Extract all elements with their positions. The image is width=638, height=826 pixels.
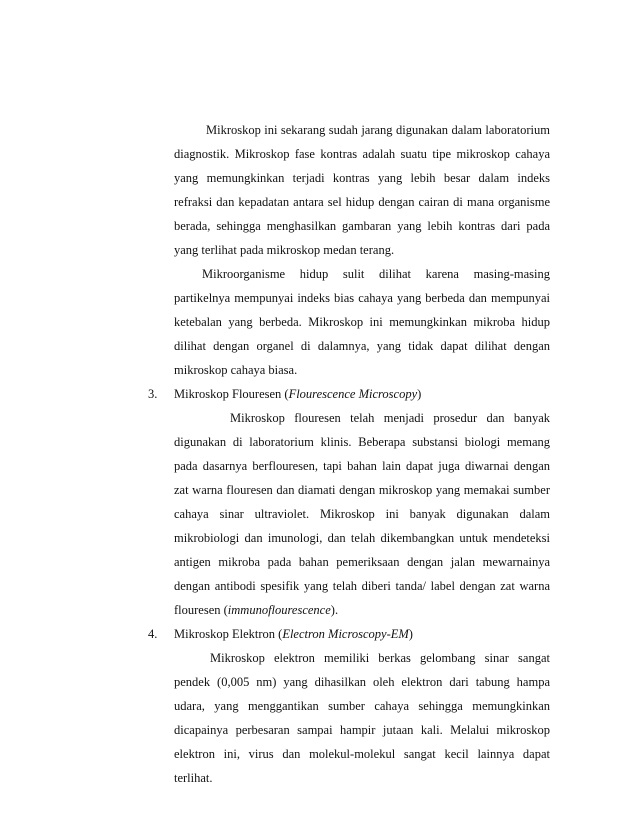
section-3-last-italic: immunoflourescence <box>227 603 331 617</box>
section-4-heading <box>148 626 413 642</box>
section-4-line-4: dicapainya perbesaran sampai hampir jutaan kali. Melalui mikroskop <box>174 723 550 737</box>
paragraph-2-line-3: ketebalan yang berbeda. Mikroskop ini memungkinkan mikroba hidup <box>174 315 550 329</box>
paragraph-1-line-2: diagnostik. Mikroskop fase kontras adalah suatu tipe mikroskop cahaya <box>174 147 550 161</box>
paragraph-1-line-3: yang memungkinkan terjadi kontras yang lebih besar dalam indeks <box>174 171 550 185</box>
paragraph-2-line-1: Mikroorganisme hidup sulit dilihat karena masing-masing <box>202 267 550 281</box>
paragraph-1-line-4: refraksi dan kepadatan antara sel hidup dengan cairan di mana organisme <box>174 195 550 209</box>
section-3-line-9 <box>174 602 550 618</box>
section-3-line-4: zat warna flouresen dan diamati dengan mikroskop yang memakai sumber <box>174 483 550 497</box>
section-3-line-3: pada dasarnya berflouresen, tapi bahan lain dapat juga diwarnai dengan <box>174 459 550 473</box>
section-4-line-5: elektron ini, virus dan molekul-molekul sangat kecil lainnya dapat <box>174 747 550 761</box>
paragraph-2-line-4: dilihat dengan organel di dalamnya, yang tidak dapat dilihat dengan <box>174 339 550 353</box>
section-3-line-1: Mikroskop flouresen telah menjadi prosedur dan banyak <box>230 411 550 425</box>
section-4-line-2: pendek (0,005 nm) yang dihasilkan oleh elektron dari tabung hampa <box>174 675 550 689</box>
section-4-line-1: Mikroskop elektron memiliki berkas gelombang sinar sangat <box>210 651 550 665</box>
paragraph-2-line-5: mikroskop cahaya biasa. <box>174 363 298 377</box>
paragraph-1-line-6: yang terlihat pada mikroskop medan terang. <box>174 243 395 257</box>
section-4-line-3: udara, yang menggantikan sumber cahaya sehingga memungkinkan <box>174 699 550 713</box>
section-3-last-start: flouresen ( <box>174 603 228 617</box>
section-4-title-italic: Electron Microscopy-EM <box>282 627 409 641</box>
section-4-title-end: ) <box>408 627 413 641</box>
paragraph-1-line-1: Mikroskop ini sekarang sudah jarang digunakan dalam laboratorium <box>206 123 550 137</box>
section-3-line-6: mikrobiologi dan imunologi, dan telah dikembangkan untuk mendeteksi <box>174 531 550 545</box>
section-4-number: 4. <box>148 627 158 641</box>
section-3-line-5: cahaya sinar ultraviolet. Mikroskop ini banyak digunakan dalam <box>174 507 550 521</box>
paragraph-2-line-2: partikelnya mempunyai indeks bias cahaya yang berbeda dan mempunyai <box>174 291 550 305</box>
section-3-title-italic: Flourescence Microscopy <box>288 387 418 401</box>
paragraph-1-line-5: berada, sehingga menghasilkan gambaran yang lebih kontras dari pada <box>174 219 550 233</box>
section-3-last-end: ). <box>330 603 339 617</box>
section-4-line-6: terlihat. <box>174 771 213 785</box>
section-3-line-7: antigen mikroba pada bahan pemeriksaan dengan jalan mewarnainya <box>174 555 550 569</box>
section-3-title-end: ) <box>417 387 422 401</box>
section-4-title: Mikroskop Elektron ( <box>174 627 283 641</box>
section-3-line-2: digunakan di laboratorium klinis. Beberapa substansi biologi memang <box>174 435 550 449</box>
section-3-number: 3. <box>148 387 158 401</box>
section-3-heading <box>148 386 421 402</box>
section-3-line-8: dengan antibodi spesifik yang telah diberi tanda/ label dengan zat warna <box>174 579 550 593</box>
section-3-title: Mikroskop Flouresen ( <box>174 387 289 401</box>
